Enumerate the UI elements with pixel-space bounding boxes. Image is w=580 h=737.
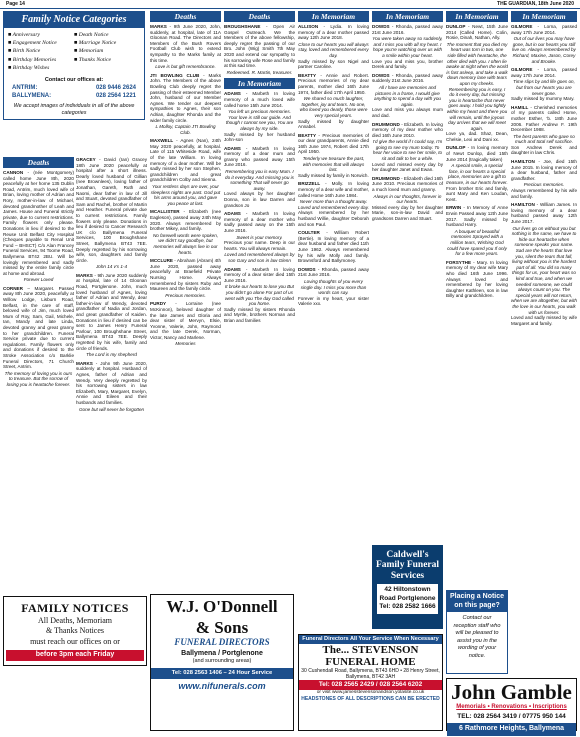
notice: CORNER – Margaret. Passed away 8th June 2020, peacefully at Willow Lodge, Lisburn Road, Belfast, in the care of staff, beloved wife of Jim, much loved Mum of Roy, Sam, Gail, Michele, Ian, Mandy and late Linda, devoted granny and great granny to her grandchildren. Funeral Service private due to current regulations. Family flowers only and donations if desired to the Stroke Association c/o Barklie Funeral Directors, 71 Church Street, Antrim. The memory of loving you is ours to treasure. But the sorrow of losing you is heartache forever. [3, 285, 74, 387]
stevenson-name-2: FUNERAL HOME [325, 655, 416, 668]
family-notices-title: FAMILY NOTICES [21, 601, 129, 615]
category-list [4, 28, 144, 75]
stevenson-website[interactable]: or visit www.jamesstevensonandson.yolasite.co.uk [316, 690, 425, 695]
cat-birthday-memories: ■ Birthday Memories [8, 56, 57, 63]
cat-marriage: ■ Marriage Notice [74, 40, 117, 47]
cat-birthday-wishes: ■ Birthday Wishes [8, 64, 50, 71]
notice: HAMILTON - Joe, died 15th June 2015. In loving memory of a dear husband, father and grandfather. Precious memories. Always remembered by his wife and family. [511, 159, 577, 199]
stevenson-phone: Tel: 028 2565 2429 / 028 2564 6202 [299, 680, 442, 690]
notice: DOWDS - Rhonda, passed away 21st June 2016. You were taken away so suddenly, and I miss you with all my heart. I hope you're watching over us with a smile within your heart. Love you and miss you, brother Derek and family. [372, 24, 443, 70]
notice: PURDY - Lorraine (nee McKinnon), beloved daughter of the late James and Gloria and dear sister of Mervyn, Elsie, Yvonne, Valerie, John, Raymond and the late Derek, Norman, Victor, Nancy and Marlene. Memories [150, 301, 221, 347]
notice: GILMORE - Lorna, passed away 17th June 2014. Out of our lives you may have gone, but in our hearts you still live on. Always remembered by Richard, Maxine, Jason, Corey and Brooke. [511, 24, 577, 64]
jg-address: 6 Rathmore Heights, Ballymena [447, 723, 576, 736]
notice: BEATTY - Precious memories of our dear grandparents, Annie died 16th June 1974, Robert died 17th April 1950. Tenderly we treasure the past, with memories that will always last. Sadly missed by family in Norwich. [298, 132, 369, 178]
deaths-column-2 [76, 157, 147, 587]
masthead [0, 0, 580, 9]
ballymena-phone: 028 2564 1221 [95, 92, 136, 99]
accept-text: We accept images of individuals in all of the above categories [13, 103, 135, 116]
deaths-column-4 [224, 11, 295, 573]
section-header-in-memoriam-1: In Memoriam [224, 78, 295, 89]
wjo-name: W.J. O'Donnell [166, 597, 278, 616]
stevenson-ad [298, 634, 443, 731]
notice: COULTER - William Robert (Bertie). In loving memory of a dear husband and father died 11th June 1962. Always remembered by his wife Molly and family. Brownsford and Ballymoney. [298, 230, 369, 264]
cat-anniversary: ■ Anniversary [8, 32, 41, 39]
notice: DOWDS - Rhonda, passed away 21st June 2016. Loving thoughts of you every single day. I miss you more than words can say. Forever in my heart, your sister Valerie xxx. [298, 266, 369, 307]
notice: GRACEY - David (Ian) Gracey 18th June 2020 peacefully at hospital after a short illness. Dearly loved husband of Gillian (nee Brownlees), loving father of Jonathan, Gareth, Ruth and Naomi, dear father in law of Jill and Stuart, devoted grandfather of Sam and Rachel, brother of Martin and Heather. Funeral private due to current restrictions. Family flowers only please. Donations in lieu if desired to Cancer Research UK c/o Ballymena Funeral Services, 100 Broughshane Street, Ballymena BT43 7EE. Deeply regretted by his sorrowing wife, son, daughters and family circle. John 14 v's 1-4 [76, 157, 147, 270]
notice: FORSYTHE - Mary. In loving memory of my dear wife Mary who died 16th June 1996. Always loved and remembered by her loving daughter Kathleen, son in law Billy and grandchildren. [446, 259, 508, 299]
notice: MARKS - 9th June 2020, John, suddenly, at hospital, late of 11A Gloonan Road. The Directors and Members of the Bush Rovers Football Club wish to extend sympathy to the Marks family at this time. Love is but gift remembrance. [150, 24, 221, 70]
notice: ADAMS - Marbeth In loving memory of a dear mum and granny who passed away 15th June 2016. Remembering you is easy Mum. I do it everyday. And missing you is something That will never go away. Loved always by her daughter Donna, son in law Darren and grandson Jo [224, 145, 295, 208]
contact-label: Contact our offices at: [44, 76, 104, 83]
placing-notice-box [446, 590, 508, 674]
section-header-in-memoriam-4: In Memoriam [446, 11, 508, 22]
notice: GILMORE - Lorna, passed away 17th June 2014. Time slips by and life goes on, but from our hearts you are never gone. Sadly missed by mummy Mary. [511, 67, 577, 102]
caldwells-ad [372, 545, 443, 629]
placing-body: Contact our reception staff who will be pleased to assist you in the wording of your notice. [453, 615, 501, 659]
family-notices-box [3, 596, 147, 666]
cat-death: ■ Death Notice [74, 32, 109, 39]
notice: ADAMS - Marbeth In loving memory of a dear sister died 15th June 2016. It broke our hearts to lose you But you didn't go alone For part of us went with you The day God called you home. Sadly missed by sisters Rhonda and Myrtle, brothers Norman and Brian and families [224, 266, 295, 323]
cat-memoriam: ■ Memoriam [74, 48, 104, 55]
wjo-places: Ballymena / Portglenone [181, 649, 263, 657]
deaths-column-1 [3, 157, 74, 577]
fn-line-3: must reach our offices on or [30, 637, 120, 647]
cat-birth: ■ Birth Notice [8, 48, 41, 55]
section-header-deaths-2: Deaths [150, 11, 221, 22]
section-header-in-memoriam-2: In Memoriam [298, 11, 369, 22]
antrim-phone-row [4, 85, 144, 92]
stevenson-footer: HEADSTONES OF ALL DESCRIPTIONS CAN BE ERECTED [301, 695, 440, 702]
deaths-column-3 [150, 11, 221, 573]
notice: HAMILL - Cherished memories of my parents called Home, mother Esther, 'b. 18th June 2006. Father Andrew F. 19th December 1988. The best parents who gave so much and total self sacrifice. Son Andrew Derek and daughter in law Chris. [511, 104, 577, 156]
notice: MARKS - John 9th June 2020, suddenly at hospital. Husband of Agnes, father of Adrian and Wendy. Very deeply regretted by his sorrowing sisters in law Elizabeth, Mary, Margaret, Evelyn, Annie and Eileen and their husbands and families. Gone but will never be forgotten [76, 360, 147, 412]
notice: ERWIN - In Memory of Anne Erwin Passed away 12th June 2017. Sadly missed by husband Harry. A bouquet of beautiful memories Sprayed with a million tears, Wishing God could have spared you If only for a few more years. [446, 205, 508, 257]
notice: MCCLURE - Abraham (Abram) 4th June 2020, passed away peacefully at Braefield Private Nursing Home. Always remembered by sisters Ruby and Maureen and the family circle. Precious memories. [150, 258, 221, 298]
antrim-phone: 028 9446 2624 [95, 85, 136, 92]
jg-subtitle: Memorials • Renovations • Inscriptions [456, 704, 567, 711]
wj-odonnell-ad [150, 594, 294, 731]
placing-title: Placing a Notice on this page? [447, 591, 507, 612]
ballymena-label: BALLYMENA: [12, 92, 52, 99]
jg-name: John Gamble [451, 680, 572, 704]
notice: DRUMMOND - Elizabeth. In loving memory of my dear mother who died 16th June 2010. I'd give the world if I could say, I'm going to see my mum today. To hear her voice to see her smile, to sit and talk to her a while. Loved and missed every day by her daughter Janet and Ewan. [372, 121, 443, 173]
notice: CANNON - (née Montgomery) called home June 8th, 2020 peacefully at her home 135 Dublin Road, Antrim, much loved wife of Brian, loving mother of Adrian and Rory, mother-in-law of Michael, devoted grandmother of Leah and James. House and Funeral strictly private, due to current restrictions. Family flowers only please. Donations in lieu if desired to the Reuse Unit Belfast City Hospital (Cheques payable to Renal Unit Fund – BHSCT) C/o Alan Francey Funeral Services, 94 Toome Road, Ballymena BT42 2BU. Will be lovingly remembered and sadly missed by the entire family circle at home and abroad. Forever Loved [3, 170, 74, 283]
caldwells-inner [377, 584, 438, 613]
jg-phone: TEL: 028 2564 3419 / 07775 950 144 [457, 713, 566, 721]
ballymena-phone-row [4, 93, 144, 100]
wjo-website[interactable]: www.nifunerals.com [178, 680, 266, 691]
stevenson-top: Funeral Directors All Your Service When Necessary [299, 635, 442, 644]
notice: DOWDS - Rhonda, passed away suddenly 21st June 2016. All I have are memories and pictures in a frame, I would give anything to spend a day with you again. Love and miss you always mum and dad. [372, 72, 443, 118]
section-header-deaths: Deaths [3, 157, 74, 168]
section-header-in-memoriam-5: In Memoriam [511, 11, 577, 22]
fn-deadline: before 3pm each Friday [6, 650, 144, 661]
family-notice-categories-box [3, 11, 145, 120]
notice: MARKS - 9th June 2020 suddenly at hospital, late of 14 Gloonan Road, Portglenone. John, much loved husband of Agnes, loving father of Adrian and Wendy, dear father-in-law of Wendy, devoted grandfather of Nadia and Jordan, and great grandfather of Kaiden. Donations in lieu if desired can be sent to James Henry Funeral Parlour, 100 Broughshane Street, Ballymena BT43 7EE. Deeply regretted by his wife, family and circle of friends. The Lord is my shepherd [76, 272, 147, 358]
caldwells-phone: Tel: 028 2582 1666 [379, 603, 436, 611]
stevenson-address: 30 Cushendall Road, Ballymena, BT43 6HD • 28 Henry Street, Ballymena, BT42 3AH [301, 668, 440, 681]
notice: BRIZZELL - Molly. In loving memory of a dear wife and mother, called Home 16th June 1984. Never more than a thought away. Loved and remembered every day. Always remembered by her husband Willie, daughter Deborah and son Paul. [298, 181, 369, 227]
notice: HAMILTON - William James. In loving memory of a dear husband passed away 12th June 2017. Our lives go on without you but nothing is the same, we have to hide our heartache when someone speaks your name. Sad are the hearts that love you, silent the tears that fall, living without you is the hardest part of all. You did so many things for us, your heart was so kind and true, and when we needed someone, we could always count on you. The special years will not return, when we are altogether, but with the love in our hearts, you walk with us forever. Loved and sadly missed by wife Margaret and family. [511, 202, 577, 326]
memoriam-column-5 [298, 11, 369, 601]
cat-thanks: ■ Thanks Notice [74, 56, 111, 63]
notice: MAXWELL - Agnes (Nan), 24th May 2020 peacefully, at hospital. Late of 115 Whiteside Road, wife of the late William. In loving memory of a dear mother. Will be sadly missed by her son Stephen, grandchildren and great grandchildren Colby and Sienna. Your restless days are over, your sleepless nights are past. God put his arms around you, and gave you peace at last. [150, 138, 221, 206]
notice: MCALLISTER - Elizabeth (nee Eagleson), passed away 24th May 2020. Always remembered by brother Mikey, and family. No farewell words were spoken, we didn't say goodbye, but memories will always live in our hearts. [150, 209, 221, 255]
antrim-label: ANTRIM: [12, 85, 38, 92]
cat-engagement: ■ Engagement Notice [8, 40, 57, 47]
memoriam-column-7 [446, 11, 508, 596]
memoriam-column-6 [372, 11, 443, 551]
page-number: Page 14 [6, 0, 25, 7]
family-notice-categories-title: Family Notice Categories [4, 12, 144, 28]
family-notices-box-wrap [3, 590, 147, 730]
caldwells-name: Caldwell's Family Funeral Services [375, 550, 440, 581]
section-header-deaths-3: Deaths [224, 11, 295, 22]
wjo-name-2: & Sons [195, 617, 249, 637]
wjo-area: (and surrounding areas) [192, 658, 252, 665]
paper-date: THE GUARDIAN, 18th June 2020 [497, 0, 574, 7]
notice: ALLISON - Lydia. In loving memory of a dear mother passed away 12th June 2018. Close to our hearts you will always stay, loved and remembered every day. Sadly missed by son Nigel and partner Caroline. [298, 24, 369, 70]
fn-line-1: All Deaths, Memoriam [38, 615, 112, 625]
fn-line-2: & Thanks Notices [45, 626, 105, 636]
notice: DRUMMOND - Elizabeth died 16th June 2010. Precious memories of a much loved mum and granny. Always in our thoughts, forever in our hearts. Missed every day by her daughter Marie, son-in-law David and grandsons Darren and Stuart. [372, 175, 443, 221]
notice: ADAMS - Marbeth In loving memory of a much loved wife called home 15th June 2014. You left us precious memories. Your love is still our guide. And though I cannot see you, You are always by my side. Sadly missed by her husband John-son [224, 91, 295, 143]
memoriam-column-8 [511, 11, 577, 663]
wjo-phone: Tel: 028 2563 1406 – 24 Hour Service [151, 668, 293, 679]
notice: JTI BOWLING CLUB - Marks John. The Members of the above Bowling Club deeply regret the passing of their esteemed Member John, husband of our Member Agnes. We tender our deepest sympathies to Agnes, their son Adrian, daughter Rhonda and the wider family circle. L Molloy, Captain JTI Bowling Club. [150, 72, 221, 135]
stevenson-name: The... STEVENSON [322, 643, 419, 656]
wjo-subtitle: FUNERAL DIRECTORS [174, 636, 270, 647]
notice: BEATTY - Annie and Robert. Precious memories of my dear parents, mother died 16th June 1974, father died 17th April 1950. We shared so much laughter, together, joy and tears. No one, who loved you dearly, those were very special years. Sadly missed by daughter Annabel. [298, 72, 369, 130]
caldwells-address: 42 Hiltonstown Road Portglenone [379, 586, 436, 602]
notice: DUNLOP - In loving memory of Newt Dunlop, died 15th June 2014 (tragically taken) A special smile, a special face, in our hearts a special place, memories are a gift to treasure, in our hearts forever. From brother Eric and family, aunt Mary and Ken Loudan, Kent. [446, 145, 508, 202]
notice: BROUGHSHANE - Open Air Gospel Outreach. We the Members of the above fellowship, deeply regret the passing of our Bro. John (Wig) Smith 7th May 2020 and extend our sympathy to his sorrowing wife Rose and family at this sad time. Redeemed. R. Martin, treasurer. [224, 24, 295, 75]
notice: DUNLOP - Newt, 15th June 2014 (Called Home). Colin, Rosie, Dinah, Nathan, Ally. The moment that you died my heart was torn in two, one side filled with heartache, the other died with you. I often lie awake at night when the world is fast asleep, and take a walk down memory lane with tears upon my cheeks. Remembering you is easy, I do it every day, but missing you is heartache that never goes away. I hold you tightly within my heart and there you will remain, until the joyous day arrives that we will meet again. Love ya, dad. Shaz, Dean, Chelsie, Lexi and Dani xx. [446, 24, 508, 142]
notice: ADAMS - Marbeth In loving memory of a dear mother who sadly passed away on the 15th June 2016. Sweet is your memory. Precious your name. Deep in our hearts. You will always remain. Loved and remembered always by son Gary and son in law Glenn [224, 211, 295, 263]
john-gamble-ad [446, 678, 577, 731]
section-header-in-memoriam-3: In Memoriam [372, 11, 443, 22]
